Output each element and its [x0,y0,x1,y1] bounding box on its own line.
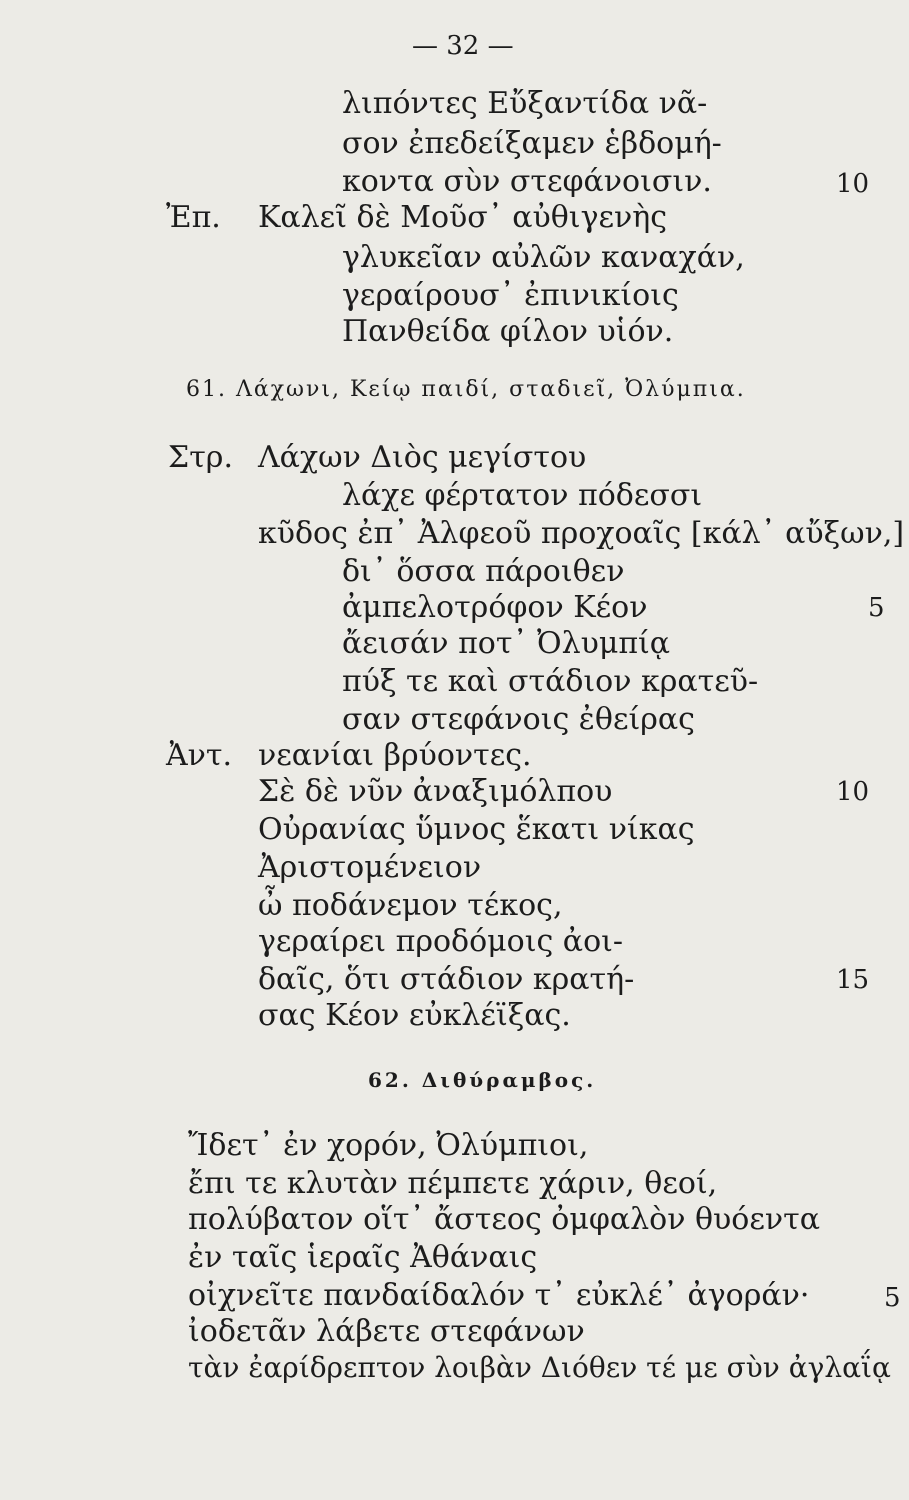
verse-line: Οὐρανίας ὕμνος ἕκατι νίκας [258,812,695,847]
epode-label: Ἐπ. [166,200,221,235]
verse-line: σας Κέον εὐκλέϊξας. [258,998,571,1033]
verse-line: ἀμπελοτρόφον Κέον [342,590,648,625]
section-heading-62: 62. Διθύραμβος. [368,1068,597,1092]
verse-line: λάχε φέρτατον πόδεσσι [342,478,703,513]
verse-line: κοντα σὺν στεφάνοισιν. [342,164,712,199]
line-number: 10 [836,777,870,807]
verse-line: ἄεισάν ποτ᾽ Ὀλυμπίᾳ [342,626,671,661]
verse-line: Σὲ δὲ νῦν ἀναξιμόλπου [258,774,613,809]
verse-line: ἰοδετᾶν λάβετε στεφάνων [188,1314,585,1349]
section-heading-61: 61. Λάχωνι, Κείῳ παιδί, σταδιεῖ, Ὀλύμπια. [186,377,746,402]
verse-line: σον ἐπεδείξαμεν ἑβδομή- [342,126,722,161]
verse-line: γλυκεῖαν αὐλῶν καναχάν, [342,240,745,275]
verse-line: ὦ ποδάνεμον τέκος, [258,888,563,923]
verse-line: δι᾽ ὅσσα πάροιθεν [342,554,625,589]
verse-line: ἐν ταῖς ἱεραῖς Ἀθάναις [188,1240,538,1275]
verse-line: Καλεῖ δὲ Μοῦσ᾽ αὐθιγενὴς [258,200,668,235]
antistrophe-label: Ἀντ. [166,738,233,773]
verse-line: λιπόντες Εὔξαντίδα νᾶ- [342,86,708,121]
verse-line: δαῖς, ὅτι στάδιον κρατή- [258,962,635,997]
verse-line: πύξ τε καὶ στάδιον κρατεῦ- [342,664,759,699]
verse-line: νεανίαι βρύοντες. [258,738,532,773]
verse-line: Λάχων Διὸς μεγίστου [258,440,587,475]
strophe-label: Στρ. [168,440,233,475]
line-number: 5 [884,1283,901,1313]
verse-line: ἔπι τε κλυτὰν πέμπετε χάριν, θεοί, [188,1166,718,1201]
line-number: 5 [868,593,885,623]
verse-line: Ἀριστομένειον [258,850,482,885]
line-number: 15 [836,965,870,995]
verse-line: κῦδος ἐπ᾽ Ἀλφεοῦ προχοαῖς [κάλ᾽ αὔξων,] [258,516,905,551]
line-number: 10 [836,169,870,199]
verse-line: πολύβατον οἵτ᾽ ἄστεος ὀμφαλὸν θυόεντα [188,1202,820,1237]
verse-line: Πανθείδα φίλον υἱόν. [342,314,674,349]
verse-line: Ἴδετ᾽ ἐν χορόν, Ὀλύμπιοι, [188,1128,589,1163]
verse-line: τὰν ἐαρίδρεπτον λοιβὰν Διόθεν τέ με σὺν ἀγλαΐᾳ [188,1351,891,1384]
verse-line: γεραίρουσ᾽ ἐπινικίοις [342,278,679,313]
verse-line: γεραίρει προδόμοις ἀοι- [258,924,624,959]
verse-line: σαν στεφάνοις ἐθείρας [342,702,695,737]
page-number: — 32 — [412,31,514,61]
verse-line: οἰχνεῖτε πανδαίδαλόν τ᾽ εὐκλέ᾽ ἀγοράν· [188,1278,810,1313]
